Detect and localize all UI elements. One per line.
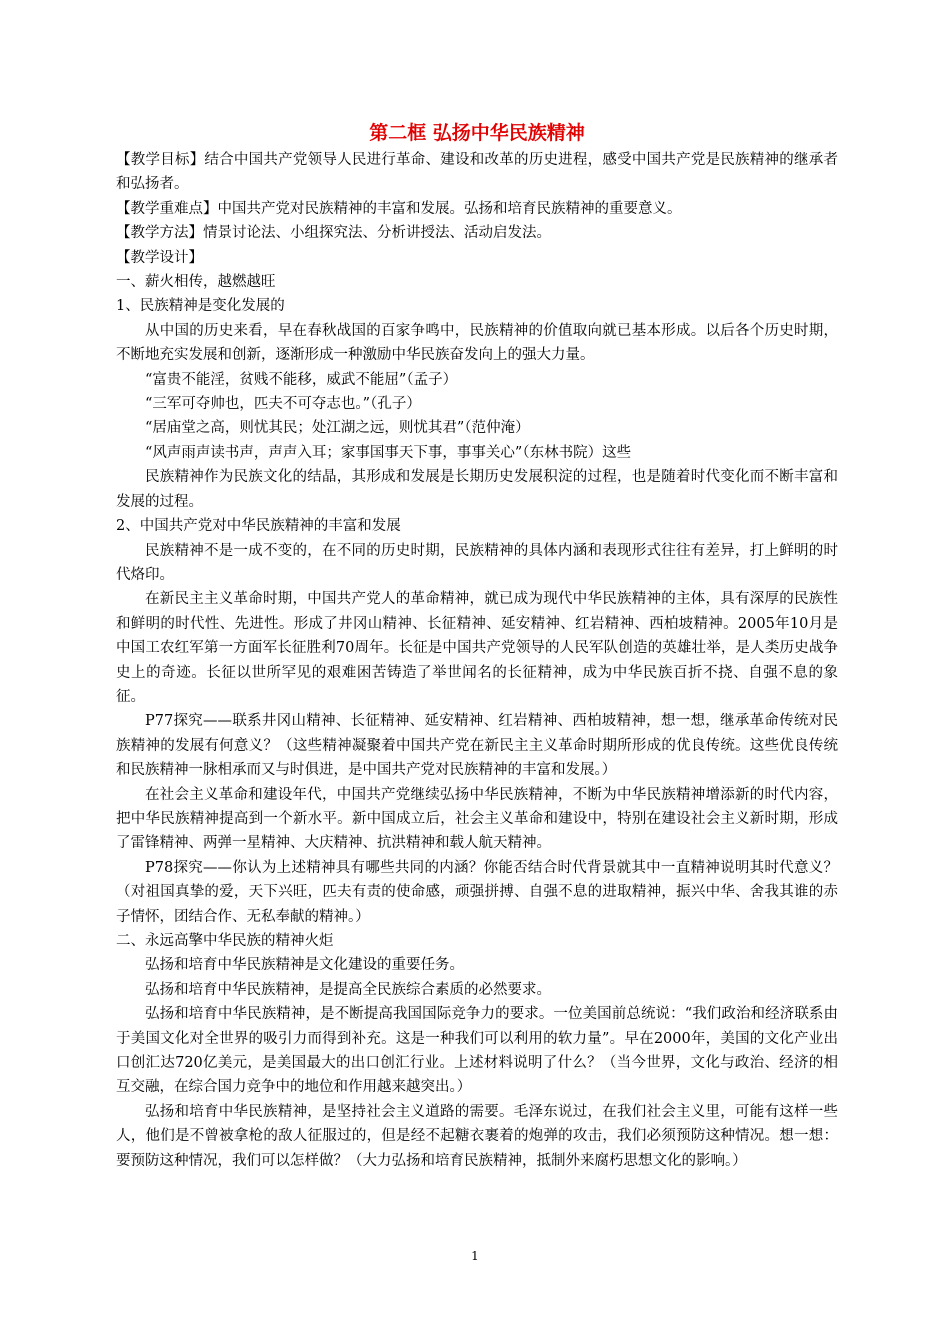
body-paragraph: 从中国的历史来看，早在春秋战国的百家争鸣中，民族精神的价值取向就已基本形成。以后各个历史时期，不断地充实发展和创新，逐渐形成一种激励中华民族奋发向上的强大力量。	[116, 322, 838, 364]
body-paragraph: P77探究——联系井冈山精神、长征精神、延安精神、红岩精神、西柏坡精神，想一想，继承革命传统对民族精神的发展有何意义？（这些精神凝聚着中国共产党在新民主主义革命时期所形成的优良传统。这些优良传统和民族精神一脉相承而又与时俱进，是中国共产党对民族精神的丰富和发展。）	[116, 713, 838, 779]
body-paragraph: 弘扬和培育中华民族精神，是不断提高我国国际竞争力的要求。一位美国前总统说：“我们政治和经济联系由于美国文化对全世界的吸引力而得到补充。这是一种我们可以利用的软力量”。早在2000年，美国的文化产业出口创汇达720亿美元，是美国最大的出口创汇行业。上述材料说明了什么？（当今世界，文化与政治、经济的相互交融，在综合国力竞争中的地位和作用越来越突出。）	[116, 1006, 838, 1096]
body-paragraph: 民族精神作为民族文化的结晶，其形成和发展是长期历史发展积淀的过程，也是随着时代变化而不断丰富和发展的过程。	[116, 469, 838, 510]
subsection-heading-1: 1、民族精神是变化发展的	[116, 298, 285, 315]
body-paragraph: 在新民主主义革命时期，中国共产党人的革命精神，就已成为现代中华民族精神的主体，具有深厚的民族性和鲜明的时代性、先进性。形成了井冈山精神、长征精神、延安精神、红岩精神、西柏坡精神。2005年10月是中国工农红军第一方面军长征胜利70周年。长征是中国共产党领导的人民军队创造的英雄壮举，是人类历史战争史上的奇迹。长征以世所罕见的艰难困苦铸造了举世闻名的长征精神，成为中华民族百折不挠、自强不息的象征。	[116, 591, 838, 705]
quote-line: “风声雨声读书声，声声入耳；家事国事天下事，事事关心”（东林书院）这些	[145, 444, 632, 461]
section-heading-1: 一、薪火相传，越燃越旺	[116, 274, 276, 291]
document-body	[116, 148, 838, 1173]
paragraph-teaching-method: 【教学方法】情景讨论法、小组探究法、分析讲授法、活动启发法。	[116, 225, 551, 242]
paragraph-teaching-design: 【教学设计】	[116, 249, 203, 266]
document-page	[116, 118, 838, 1173]
paragraph-key-points: 【教学重难点】中国共产党对民族精神的丰富和发展。弘扬和培育民族精神的重要意义。	[116, 200, 682, 217]
body-paragraph: 弘扬和培育中华民族精神，是坚持社会主义道路的需要。毛泽东说过，在我们社会主义里，可能有这样一些人，他们是不曾被拿枪的敌人征服过的，但是经不起糖衣裹着的炮弹的攻击，我们必须预防这种情况。想一想：要预防这种情况，我们可以怎样做？（大力弘扬和培育民族精神，抵制外来腐朽思想文化的影响。）	[116, 1103, 838, 1169]
body-paragraph: 弘扬和培育中华民族精神，是提高全民族综合素质的必然要求。	[145, 981, 551, 998]
quote-line: “三军可夺帅也，匹夫不可夺志也。”（孔子）	[145, 396, 421, 413]
body-paragraph: 民族精神不是一成不变的，在不同的历史时期，民族精神的具体内涵和表现形式往往有差异，打上鲜明的时代烙印。	[116, 542, 838, 583]
body-paragraph: 弘扬和培育中华民族精神是文化建设的重要任务。	[145, 957, 464, 974]
page-number: 1	[471, 1249, 479, 1263]
section-heading-2: 二、永远高擎中华民族的精神火炬	[116, 933, 334, 949]
subsection-heading-2: 2、中国共产党对中华民族精神的丰富和发展	[116, 518, 401, 535]
quote-line: “富贵不能淫，贫贱不能移，威武不能屈”（孟子）	[145, 371, 458, 388]
body-paragraph: P78探究——你认为上述精神具有哪些共同的内涵？你能否结合时代背景就其中一直精神说明其时代意义？（对祖国真挚的爱，天下兴旺，匹夫有责的使命感，顽强拼搏、自强不息的进取精神，振兴中华、舍我其谁的赤子情怀，团结合作、无私奉献的精神。）	[116, 859, 838, 925]
paragraph-teaching-goal: 【教学目标】结合中国共产党领导人民进行革命、建设和改革的历史进程，感受中国共产党是民族精神的继承者和弘扬者。	[116, 152, 838, 193]
document-title: 第二框 弘扬中华民族精神	[369, 122, 585, 144]
quote-line: “居庙堂之高，则忧其民；处江湖之远，则忧其君”（范仲淹）	[145, 420, 530, 437]
body-paragraph: 在社会主义革命和建设年代，中国共产党继续弘扬中华民族精神，不断为中华民族精神增添新的时代内容，把中华民族精神提高到一个新水平。新中国成立后，社会主义革命和建设中，特别在建设社会主义新时期，形成了雷锋精神、两弹一星精神、大庆精神、抗洪精神和载人航天精神。	[116, 786, 838, 852]
